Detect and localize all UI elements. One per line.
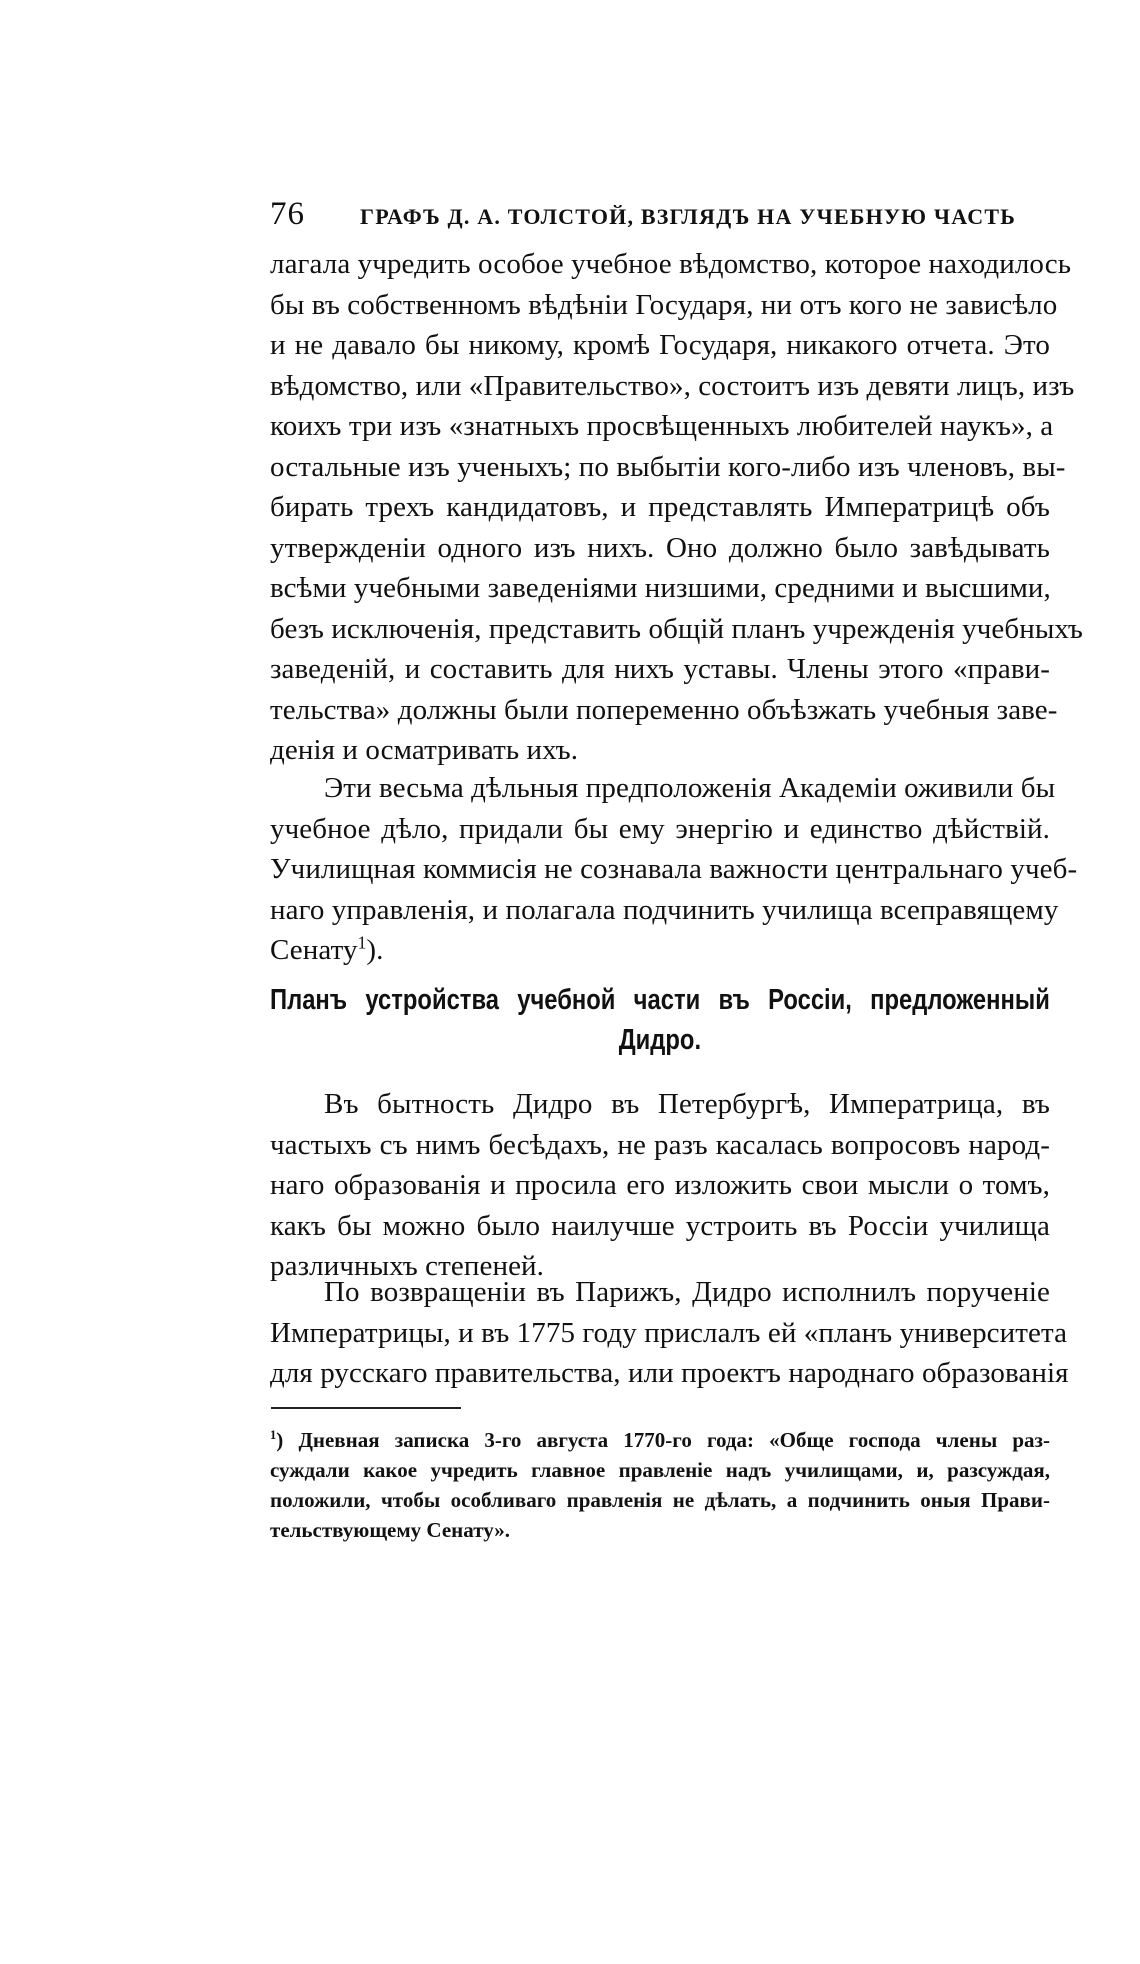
- text-line: наго управленія, и полагала подчинить училища всеправящему: [270, 893, 1059, 926]
- footnote-line: положили, чтобы особливаго правленія не дѣлать, а подчинить оныя Прави-: [270, 1488, 1050, 1512]
- running-head: [270, 196, 1050, 236]
- text-line: Въ бытность Дидро въ Петербургѣ, Императрица, въ: [324, 1088, 1050, 1120]
- text-line: заведеній, и составить для нихъ уставы. Члены этого «прави-: [270, 653, 1050, 685]
- text-line: наго образованія и просила его изложить свои мысли о томъ,: [270, 1169, 1050, 1201]
- footnote-marker: 1: [270, 1428, 277, 1442]
- text-line: Эти весьма дѣльныя предположенія Академіи оживили бы: [324, 772, 1056, 804]
- text-line: Императрицы, и въ 1775 году прислалъ ей «планъ университета: [270, 1316, 1068, 1349]
- heading-line: Дидро.: [618, 1024, 702, 1056]
- text-fragment: Сенату: [270, 934, 358, 966]
- text-line: бирать трехъ кандидатовъ, и представлять Императрицѣ объ: [270, 491, 1050, 523]
- text-line: [270, 930, 1050, 971]
- text-line: частыхъ съ нимъ бесѣдахъ, не разъ касалась вопросовъ народ-: [270, 1128, 1050, 1161]
- text-line: денія и осматривать ихъ.: [270, 734, 579, 766]
- text-line: лагала учредить особое учебное вѣдомство, которое находилось: [270, 248, 1072, 280]
- text-line: и не давало бы никому, кромѣ Государя, никакого отчета. Это: [270, 329, 1050, 361]
- text-line: различныхъ степеней.: [270, 1250, 545, 1282]
- text-line: для русскаго правительства, или проектъ народнаго образованія: [270, 1357, 1069, 1389]
- paragraph-4: [270, 1272, 1069, 1394]
- text-fragment: ) Дневная записка 3-го августа 1770-го года: «Обще господа члены раз-: [276, 1428, 1050, 1452]
- text-line: безъ исключенія, представить общій планъ учрежденія учебныхъ: [270, 612, 1084, 645]
- footnote-line: суждали какое учредить главное правленіе надъ училищами, и, разсуждая,: [270, 1458, 1050, 1482]
- paragraph-1: [270, 244, 1084, 771]
- footnote-line: [270, 1425, 1050, 1455]
- running-title: ГРАФЪ Д. А. ТОЛСТОЙ, ВЗГЛЯДЪ НА УЧЕБНУЮ ЧАСТЬ: [360, 204, 1016, 229]
- text-line: учебное дѣло, придали бы ему энергію и единство дѣйствій.: [270, 812, 1050, 845]
- text-line: остальные изъ ученыхъ; по выбытіи кого-либо изъ членовъ, вы-: [270, 450, 1066, 483]
- footnote-reference[interactable]: 1: [357, 932, 367, 953]
- paragraph-3: [270, 1084, 1050, 1287]
- text-line: какъ бы можно было наилучше устроить въ Россіи училища: [270, 1209, 1050, 1242]
- paragraph-2: [270, 768, 1078, 971]
- footnote-line: тельствующему Сенату».: [270, 1518, 511, 1542]
- footnote-divider: [271, 1407, 461, 1409]
- page-number: 76: [270, 196, 305, 232]
- text-line: бы въ собственномъ вѣдѣніи Государя, ни отъ кого не зависѣло: [270, 288, 1058, 321]
- text-fragment: ).: [366, 934, 384, 966]
- heading-line: Планъ устройства учебной части въ Россіи, предложенный: [270, 984, 1050, 1016]
- text-line: Училищная коммисія не сознавала важности центральнаго учеб-: [270, 853, 1078, 885]
- section-heading: [270, 980, 1050, 1060]
- text-line: По возвращеніи въ Парижъ, Дидро исполнилъ порученіе: [324, 1276, 1050, 1308]
- text-line: тельства» должны были попеременно объѣзжать учебныя заве-: [270, 693, 1058, 726]
- text-line: вѣдомство, или «Правительство», состоитъ изъ девяти лицъ, изъ: [270, 369, 1075, 402]
- text-line: утвержденіи одного изъ нихъ. Оно должно было завѣдывать: [270, 531, 1050, 564]
- text-line: коихъ три изъ «знатныхъ просвѣщенныхъ любителей наукъ», а: [270, 410, 1054, 442]
- text-line: всѣми учебными заведеніями низшими, средними и высшими,: [270, 572, 1051, 604]
- footnote: [270, 1425, 1050, 1545]
